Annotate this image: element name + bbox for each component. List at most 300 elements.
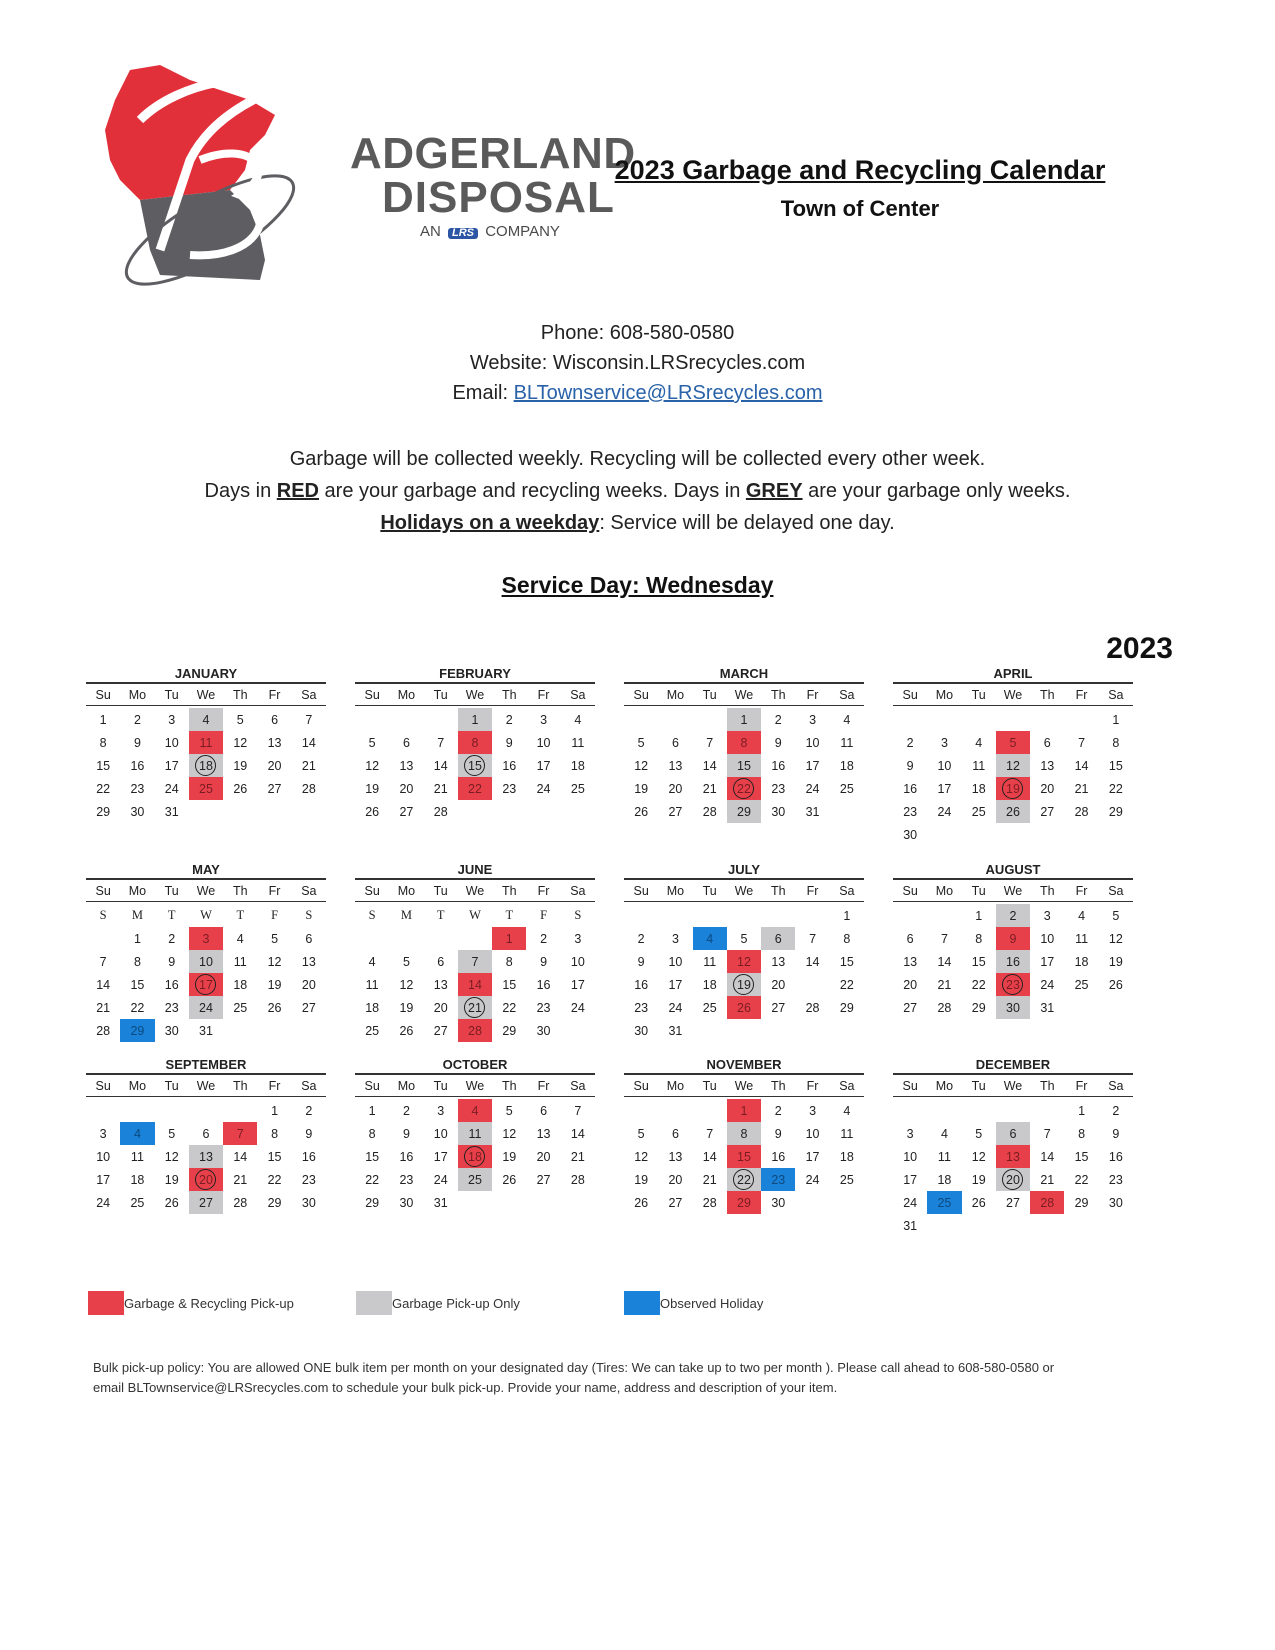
day-cell: 19 — [634, 781, 649, 796]
day-cell: 20 — [903, 977, 918, 992]
day-cell: 13 — [399, 758, 414, 773]
day-cell: 7 — [706, 1126, 714, 1141]
day-cell: 26 — [399, 1023, 414, 1038]
day-cell: 16 — [771, 758, 786, 773]
day-cell: 9 — [1112, 1126, 1120, 1141]
day-cell: 11 — [937, 1149, 951, 1164]
logo-line1: ADGERLAND — [350, 129, 636, 178]
day-cell: 1 — [271, 1103, 279, 1118]
info-line1: Garbage will be collected weekly. Recycling will be collected every other week. — [289, 448, 986, 470]
day-cell: 27 — [668, 1195, 683, 1210]
day-cell: 18 — [233, 977, 248, 992]
weekday-label: Fr — [537, 1078, 550, 1093]
day-cell: 21 — [301, 758, 316, 773]
day-cell: 3 — [906, 1126, 914, 1141]
day-cell: 15 — [96, 758, 111, 773]
day-cell: 25 — [971, 804, 986, 819]
weekday-label: Mo — [935, 687, 954, 702]
weekday-label: Th — [501, 1078, 517, 1093]
empty-cell — [996, 708, 1030, 731]
month-title: AUGUST — [985, 862, 1041, 877]
day-cell: 15 — [130, 977, 145, 992]
weekday-label: Fr — [268, 687, 281, 702]
month-october — [355, 1057, 595, 1214]
weekday-label: Mo — [666, 883, 685, 898]
website: Website: Wisconsin.LRSrecycles.com — [469, 352, 806, 374]
empty-cell — [693, 708, 727, 731]
recycling-day-cell: 17 — [189, 973, 223, 996]
day-cell: 9 — [402, 1126, 410, 1141]
weekday-label: We — [1003, 687, 1023, 702]
day-cell: 10 — [937, 758, 952, 773]
day-cell: 5 — [368, 735, 376, 750]
weekday-label: We — [465, 883, 485, 898]
day-cell: 21 — [570, 1149, 585, 1164]
day-cell: 6 — [402, 735, 410, 750]
day-cell: 2 — [1112, 1103, 1120, 1118]
title-block — [610, 155, 1110, 222]
empty-cell — [624, 904, 658, 927]
month-title: FEBRUARY — [439, 666, 511, 681]
day-cell: 21 — [702, 1172, 717, 1187]
day-cell: 7 — [1078, 735, 1086, 750]
day-cell: 30 — [903, 827, 918, 842]
weekday-letter: W — [469, 908, 481, 922]
weekday-label: Su — [95, 687, 111, 702]
day-cell: 29 — [1108, 804, 1123, 819]
day-cell: 8 — [368, 1126, 376, 1141]
day-cell: 29 — [1074, 1195, 1089, 1210]
weekday-letter: F — [271, 908, 279, 922]
weekday-label: Tu — [433, 687, 448, 702]
day-cell: 17 — [96, 1172, 111, 1187]
day-cell: 18 — [971, 781, 986, 796]
day-cell: 23 — [301, 1172, 316, 1187]
day-cell: 21 — [96, 1000, 111, 1015]
garbage-day-cell: 1 — [727, 708, 761, 731]
day-cell: 21 — [433, 781, 448, 796]
weekday-label: Th — [232, 1078, 248, 1093]
garbage-day-cell: 22 — [727, 1168, 761, 1191]
day-cell: 11 — [840, 1126, 854, 1141]
day-cell: 18 — [570, 758, 585, 773]
day-cell: 31 — [668, 1023, 683, 1038]
day-cell: 21 — [1074, 781, 1089, 796]
empty-cell — [1064, 708, 1098, 731]
day-cell: 25 — [839, 1172, 854, 1187]
recycling-day-cell: 8 — [727, 731, 761, 754]
day-cell: 9 — [133, 735, 141, 750]
day-cell: 28 — [702, 1195, 717, 1210]
month-may — [86, 862, 326, 1042]
weekday-label: Sa — [839, 1078, 855, 1093]
weekday-label: Sa — [301, 883, 317, 898]
day-grid — [624, 708, 864, 823]
empty-cell — [1030, 1099, 1064, 1122]
info-line3 — [0, 507, 1275, 539]
day-cell: 10 — [536, 735, 551, 750]
weekday-label: Fr — [537, 883, 550, 898]
day-grid — [893, 1099, 1133, 1237]
email-link[interactable]: BLTownservice@LRSrecycles.com — [513, 382, 823, 404]
day-cell: 13 — [771, 954, 786, 969]
garbage-day-cell: 13 — [189, 1145, 223, 1168]
day-cell: 2 — [133, 712, 141, 727]
empty-cell — [893, 708, 927, 731]
bulk-pickup-policy — [93, 1358, 1193, 1398]
day-cell: 2 — [168, 931, 176, 946]
day-cell: 24 — [570, 1000, 585, 1015]
legend-grey-label: Garbage Pick-up Only — [392, 1295, 520, 1311]
weekday-label: Tu — [164, 687, 179, 702]
weekday-header — [355, 878, 595, 902]
legend-blue-label: Observed Holiday — [660, 1295, 764, 1311]
day-cell: 24 — [1040, 977, 1055, 992]
day-cell: 3 — [809, 1103, 817, 1118]
day-cell: 22 — [839, 977, 854, 992]
day-cell: 16 — [502, 758, 517, 773]
day-cell: 11 — [972, 758, 986, 773]
day-cell: 21 — [702, 781, 717, 796]
day-cell: 3 — [99, 1126, 107, 1141]
day-cell: 22 — [1074, 1172, 1089, 1187]
day-cell: 16 — [164, 977, 179, 992]
logo-an: AN — [420, 223, 441, 240]
weekday-label: Mo — [128, 1078, 147, 1093]
day-cell: 12 — [1108, 931, 1123, 946]
day-cell: 7 — [1043, 1126, 1051, 1141]
day-grid — [355, 904, 595, 1042]
garbage-day-cell: 21 — [458, 996, 492, 1019]
month-title: OCTOBER — [442, 1057, 508, 1072]
day-cell: 8 — [843, 931, 851, 946]
day-cell: 23 — [399, 1172, 414, 1187]
day-cell: 14 — [233, 1149, 248, 1164]
bulk-line2: email BLTownservice@LRSrecycles.com to schedule your bulk pick-up. Provide your name, address and description of your item. — [93, 1380, 838, 1395]
day-cell: 5 — [637, 1126, 645, 1141]
day-cell: 29 — [267, 1195, 282, 1210]
weekday-label: Tu — [433, 883, 448, 898]
empty-cell — [761, 904, 795, 927]
empty-cell — [389, 708, 423, 731]
day-cell: 27 — [668, 804, 683, 819]
logo-line2: DISPOSAL — [382, 173, 615, 222]
day-cell: 10 — [903, 1149, 918, 1164]
day-grid — [624, 904, 864, 1042]
empty-cell — [996, 1099, 1030, 1122]
day-cell: 25 — [233, 1000, 248, 1015]
garbage-day-cell: 25 — [458, 1168, 492, 1191]
empty-cell — [624, 708, 658, 731]
garbage-day-cell: 16 — [996, 950, 1030, 973]
service-day: Service Day: Wednesday — [501, 572, 774, 598]
weekday-letter: T — [236, 908, 245, 922]
recycling-day-cell: 3 — [189, 927, 223, 950]
day-cell: 25 — [1074, 977, 1089, 992]
recycling-day-cell: 12 — [727, 950, 761, 973]
day-cell: 17 — [903, 1172, 918, 1187]
weekday-label: Tu — [971, 883, 986, 898]
blue-swatch-icon — [624, 1291, 660, 1315]
day-cell: 27 — [1006, 1195, 1020, 1210]
logo-line3 — [420, 224, 636, 239]
day-cell: 28 — [96, 1023, 111, 1038]
month-title: SEPTEMBER — [165, 1057, 247, 1072]
weekday-letter: T — [436, 908, 445, 922]
red-swatch-icon — [88, 1291, 124, 1315]
recycling-day-cell: 22 — [458, 777, 492, 800]
day-cell: 12 — [634, 758, 649, 773]
day-cell: 30 — [301, 1195, 316, 1210]
day-cell: 16 — [771, 1149, 786, 1164]
weekday-label: Fr — [806, 883, 819, 898]
garbage-day-cell: 7 — [458, 950, 492, 973]
day-cell: 19 — [399, 1000, 414, 1015]
day-cell: 16 — [634, 977, 649, 992]
weekday-header — [624, 682, 864, 706]
day-cell: 30 — [1108, 1195, 1123, 1210]
day-cell: 10 — [668, 954, 683, 969]
weekday-label: Fr — [1075, 1078, 1088, 1093]
day-cell: 13 — [903, 954, 918, 969]
day-cell: 9 — [637, 954, 645, 969]
day-cell: 24 — [96, 1195, 111, 1210]
empty-cell — [693, 1099, 727, 1122]
recycling-day-cell: 29 — [727, 1191, 761, 1214]
weekday-label: Fr — [1075, 883, 1088, 898]
day-cell: 26 — [634, 804, 649, 819]
day-cell: 27 — [301, 1000, 316, 1015]
day-cell: 30 — [130, 804, 145, 819]
weekday-label: Fr — [806, 1078, 819, 1093]
day-cell: 26 — [971, 1195, 986, 1210]
legend-blue — [624, 1291, 763, 1315]
day-cell: 23 — [1108, 1172, 1123, 1187]
day-cell: 4 — [940, 1126, 948, 1141]
day-cell: 9 — [540, 954, 548, 969]
garbage-day-cell: 1 — [458, 708, 492, 731]
garbage-day-cell: 27 — [189, 1191, 223, 1214]
day-cell: 2 — [774, 712, 782, 727]
day-cell: 14 — [805, 954, 820, 969]
day-grid — [355, 708, 595, 823]
garbage-day-cell: 2 — [996, 904, 1030, 927]
day-cell: 19 — [1108, 954, 1123, 969]
recycling-day-cell: 28 — [458, 1019, 492, 1042]
day-cell: 24 — [668, 1000, 683, 1015]
day-cell: 12 — [634, 1149, 649, 1164]
weekday-label: Su — [95, 883, 111, 898]
day-cell: 7 — [809, 931, 817, 946]
day-cell: 26 — [634, 1195, 649, 1210]
recycling-day-cell: 9 — [996, 927, 1030, 950]
weekday-label: Mo — [666, 687, 685, 702]
garbage-day-cell: 12 — [996, 754, 1030, 777]
legend-red — [88, 1291, 294, 1315]
day-cell: 7 — [574, 1103, 582, 1118]
day-cell: 30 — [771, 1195, 786, 1210]
day-cell: 31 — [199, 1023, 213, 1038]
day-cell: 14 — [96, 977, 111, 992]
day-cell: 14 — [1074, 758, 1089, 773]
empty-cell — [389, 927, 423, 950]
garbage-day-cell: 15 — [727, 754, 761, 777]
day-cell: 17 — [805, 758, 820, 773]
day-cell: 30 — [536, 1023, 551, 1038]
recycling-day-cell: 15 — [727, 1145, 761, 1168]
day-cell: 4 — [368, 954, 376, 969]
holiday-cell: 4 — [120, 1122, 154, 1145]
day-grid — [355, 1099, 595, 1214]
collection-info — [0, 443, 1275, 539]
weekday-label: Tu — [702, 883, 717, 898]
month-june — [355, 862, 595, 1042]
day-cell: 23 — [164, 1000, 179, 1015]
day-cell: 27 — [1040, 804, 1055, 819]
weekday-label: Mo — [128, 687, 147, 702]
weekday-label: We — [465, 687, 485, 702]
weekday-label: Mo — [666, 1078, 685, 1093]
weekday-label: Th — [1039, 687, 1055, 702]
day-cell: 28 — [702, 804, 717, 819]
day-cell: 30 — [634, 1023, 649, 1038]
legend-grey — [356, 1291, 520, 1315]
weekday-letter: S — [99, 908, 107, 922]
weekday-header — [86, 878, 326, 902]
weekday-label: Sa — [570, 883, 586, 898]
day-cell: 20 — [1040, 781, 1055, 796]
day-cell: 22 — [130, 1000, 145, 1015]
month-december — [893, 1057, 1133, 1237]
weekday-letter: S — [574, 908, 582, 922]
month-title: JULY — [727, 862, 761, 877]
day-cell: 18 — [937, 1172, 952, 1187]
weekday-label: Sa — [839, 883, 855, 898]
empty-cell — [189, 1099, 223, 1122]
weekday-label: Sa — [1108, 1078, 1124, 1093]
day-cell: 2 — [305, 1103, 313, 1118]
recycling-day-cell: 20 — [189, 1168, 223, 1191]
wisconsin-b-logo-icon — [100, 60, 360, 290]
garbage-day-cell: 30 — [996, 996, 1030, 1019]
recycling-day-cell: 28 — [1030, 1191, 1064, 1214]
weekday-label: Fr — [1075, 687, 1088, 702]
weekday-label: We — [196, 687, 216, 702]
day-cell: 11 — [703, 954, 717, 969]
day-cell: 17 — [668, 977, 683, 992]
day-cell: 20 — [399, 781, 414, 796]
day-cell: 16 — [1108, 1149, 1123, 1164]
day-cell: 23 — [502, 781, 517, 796]
day-cell: 3 — [940, 735, 948, 750]
day-cell: 28 — [433, 804, 448, 819]
empty-cell — [458, 927, 492, 950]
day-cell: 15 — [971, 954, 986, 969]
day-cell: 6 — [671, 1126, 679, 1141]
day-cell: 14 — [1040, 1149, 1055, 1164]
weekday-header — [624, 878, 864, 902]
weekday-label: Sa — [301, 687, 317, 702]
day-cell: 8 — [271, 1126, 279, 1141]
day-cell: 9 — [774, 735, 782, 750]
day-cell: 26 — [1108, 977, 1123, 992]
day-cell: 10 — [96, 1149, 111, 1164]
month-title: MAY — [192, 862, 220, 877]
holiday-cell: 23 — [761, 1168, 795, 1191]
weekday-label: Su — [902, 1078, 918, 1093]
empty-cell — [355, 927, 389, 950]
day-cell: 2 — [637, 931, 645, 946]
day-cell: 1 — [843, 908, 851, 923]
recycling-day-cell: 25 — [189, 777, 223, 800]
day-cell: 16 — [130, 758, 145, 773]
day-cell: 17 — [433, 1149, 448, 1164]
weekday-label: We — [1003, 883, 1023, 898]
day-cell: 12 — [233, 735, 248, 750]
recycling-day-cell: 19 — [996, 777, 1030, 800]
weekday-label: Th — [1039, 883, 1055, 898]
empty-cell — [893, 904, 927, 927]
empty-cell — [624, 1099, 658, 1122]
recycling-day-cell: 1 — [492, 927, 526, 950]
weekday-label: We — [465, 1078, 485, 1093]
day-cell: 1 — [1078, 1103, 1086, 1118]
day-cell: 24 — [903, 1195, 918, 1210]
day-cell: 24 — [433, 1172, 448, 1187]
day-cell: 19 — [233, 758, 248, 773]
weekday-label: Tu — [702, 687, 717, 702]
day-cell: 17 — [164, 758, 179, 773]
day-grid — [893, 708, 1133, 846]
day-cell: 26 — [365, 804, 380, 819]
weekday-label: Fr — [806, 687, 819, 702]
logo-company: COMPANY — [485, 223, 560, 240]
day-cell: 25 — [839, 781, 854, 796]
day-cell: 4 — [574, 712, 582, 727]
red-keyword: RED — [276, 480, 319, 502]
day-cell: 14 — [570, 1126, 585, 1141]
weekday-label: Su — [633, 687, 649, 702]
day-cell: 2 — [505, 712, 513, 727]
document-subtitle: Town of Center — [780, 196, 940, 221]
recycling-day-cell: 26 — [727, 996, 761, 1019]
day-cell: 31 — [433, 1195, 448, 1210]
recycling-day-cell: 8 — [458, 731, 492, 754]
day-cell: 3 — [574, 931, 582, 946]
holiday-cell: 29 — [120, 1019, 154, 1042]
weekday-header — [893, 878, 1133, 902]
legend-red-label: Garbage & Recycling Pick-up — [124, 1295, 294, 1311]
garbage-day-cell: 6 — [761, 927, 795, 950]
recycling-day-cell: 7 — [223, 1122, 257, 1145]
day-cell: 7 — [305, 712, 313, 727]
day-cell: 11 — [840, 735, 854, 750]
day-cell: 29 — [365, 1195, 380, 1210]
day-cell: 17 — [937, 781, 952, 796]
day-cell: 22 — [1108, 781, 1123, 796]
day-cell: 13 — [1040, 758, 1055, 773]
day-cell: 12 — [267, 954, 282, 969]
day-cell: 27 — [267, 781, 282, 796]
day-cell: 7 — [99, 954, 107, 969]
empty-cell — [424, 927, 458, 950]
day-cell: 5 — [505, 1103, 513, 1118]
info-text: are your garbage and recycling weeks. Days in — [318, 480, 746, 502]
day-cell: 19 — [971, 1172, 986, 1187]
day-cell: 11 — [365, 977, 379, 992]
empty-cell — [424, 708, 458, 731]
day-cell: 4 — [975, 735, 983, 750]
